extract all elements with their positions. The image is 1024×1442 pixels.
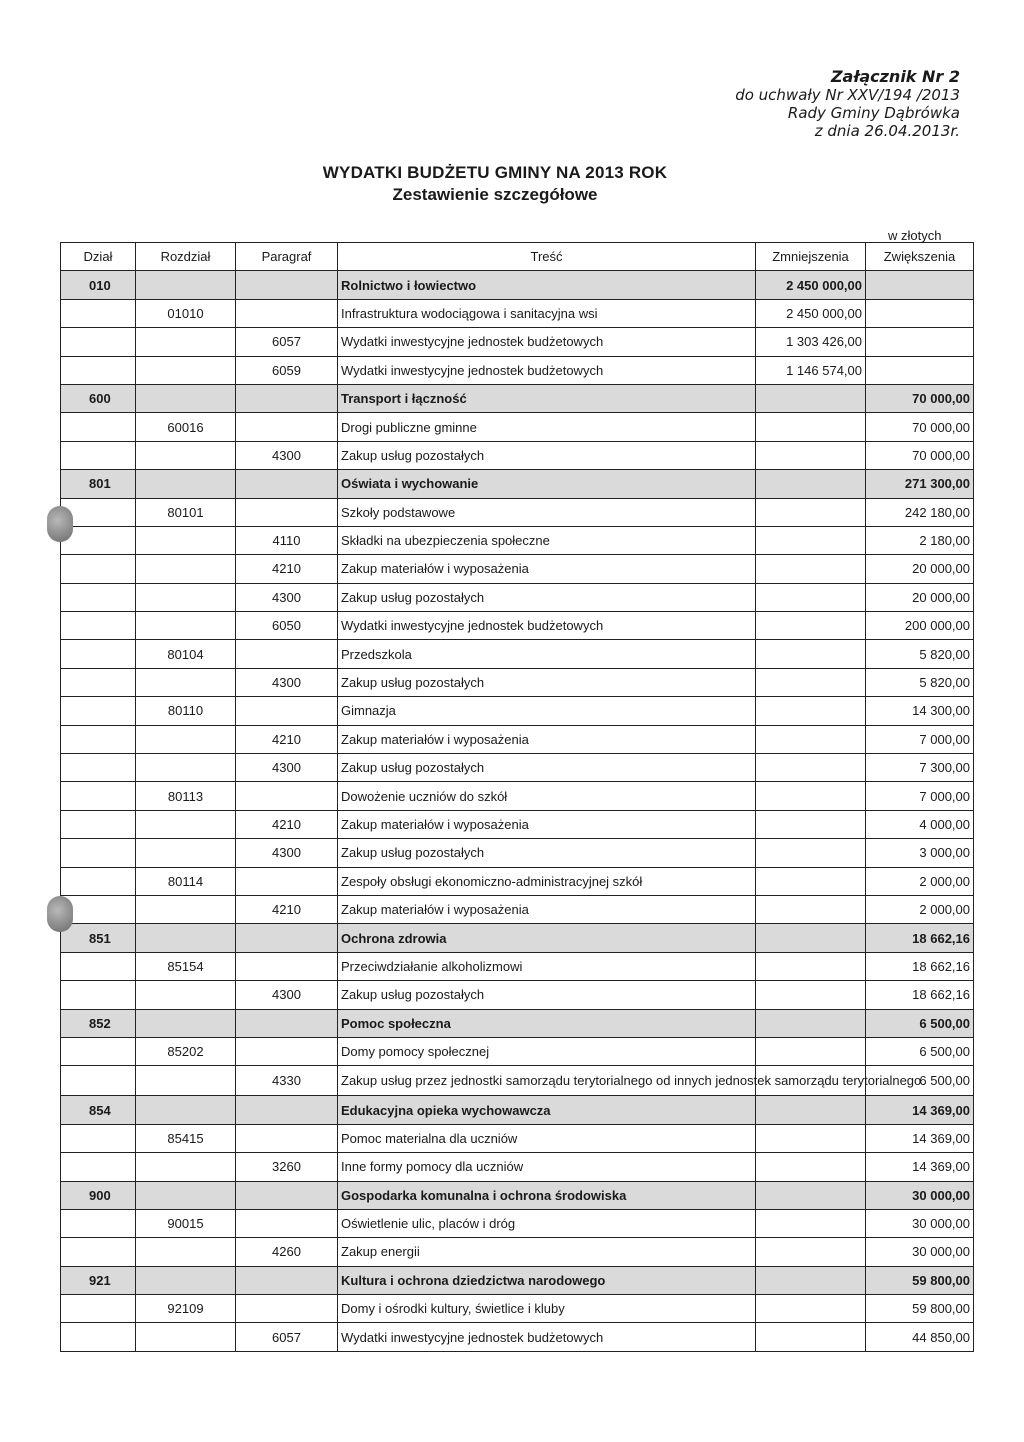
- cell-zwiekszenia: 18 662,16: [866, 924, 974, 952]
- cell-zwiekszenia: 20 000,00: [866, 583, 974, 611]
- cell-dzial: 801: [61, 470, 136, 498]
- cell-dzial: [61, 612, 136, 640]
- cell-tresc: Szkoły podstawowe: [338, 498, 756, 526]
- cell-zmniejszenia: [756, 754, 866, 782]
- chapter-row: [61, 697, 974, 725]
- cell-zwiekszenia: 200 000,00: [866, 612, 974, 640]
- cell-paragraf: [236, 697, 338, 725]
- cell-zwiekszenia: 14 369,00: [866, 1124, 974, 1152]
- cell-dzial: [61, 668, 136, 696]
- cell-rozdzial: [136, 839, 236, 867]
- section-row: [61, 470, 974, 498]
- cell-zmniejszenia: [756, 640, 866, 668]
- cell-rozdzial: [136, 384, 236, 412]
- cell-rozdzial: [136, 1238, 236, 1266]
- cell-dzial: [61, 328, 136, 356]
- cell-tresc: Pomoc społeczna: [338, 1009, 756, 1037]
- cell-dzial: [61, 1323, 136, 1351]
- table-row: [61, 612, 974, 640]
- cell-zwiekszenia: 7 000,00: [866, 782, 974, 810]
- chapter-row: [61, 1295, 974, 1323]
- cell-tresc: Rolnictwo i łowiectwo: [338, 271, 756, 299]
- cell-paragraf: 4210: [236, 895, 338, 923]
- cell-zmniejszenia: [756, 612, 866, 640]
- table-row: [61, 555, 974, 583]
- cell-zmniejszenia: [756, 1037, 866, 1065]
- cell-zwiekszenia: 20 000,00: [866, 555, 974, 583]
- cell-paragraf: 4300: [236, 981, 338, 1009]
- table-row: [61, 328, 974, 356]
- cell-rozdzial: [136, 1323, 236, 1351]
- cell-dzial: [61, 1295, 136, 1323]
- cell-paragraf: 6057: [236, 1323, 338, 1351]
- cell-paragraf: [236, 640, 338, 668]
- cell-zmniejszenia: 2 450 000,00: [756, 299, 866, 327]
- cell-zwiekszenia: 14 300,00: [866, 697, 974, 725]
- header-paragraf: Paragraf: [236, 243, 338, 271]
- cell-paragraf: [236, 1181, 338, 1209]
- cell-tresc: Transport i łączność: [338, 384, 756, 412]
- attachment-resolution: do uchwały Nr XXV/194 /2013: [735, 86, 960, 104]
- cell-tresc: Zespoły obsługi ekonomiczno-administracyjnej szkół: [338, 867, 756, 895]
- cell-paragraf: 6050: [236, 612, 338, 640]
- table-row: [61, 356, 974, 384]
- cell-zmniejszenia: [756, 555, 866, 583]
- cell-rozdzial: [136, 1066, 236, 1096]
- cell-zwiekszenia: 70 000,00: [866, 413, 974, 441]
- chapter-row: [61, 413, 974, 441]
- cell-dzial: [61, 981, 136, 1009]
- cell-tresc: Zakup usług pozostałych: [338, 839, 756, 867]
- cell-dzial: [61, 299, 136, 327]
- binder-hole-bottom: [47, 896, 73, 932]
- cell-rozdzial: [136, 981, 236, 1009]
- cell-paragraf: 4300: [236, 668, 338, 696]
- cell-dzial: [61, 952, 136, 980]
- cell-paragraf: [236, 498, 338, 526]
- cell-rozdzial: [136, 725, 236, 753]
- cell-zwiekszenia: 2 000,00: [866, 867, 974, 895]
- cell-paragraf: [236, 299, 338, 327]
- cell-zwiekszenia: 2 180,00: [866, 526, 974, 554]
- cell-zmniejszenia: [756, 1153, 866, 1181]
- chapter-row: [61, 867, 974, 895]
- table-row: [61, 810, 974, 838]
- header-dzial: Dział: [61, 243, 136, 271]
- section-row: [61, 1266, 974, 1294]
- cell-tresc: Zakup materiałów i wyposażenia: [338, 810, 756, 838]
- cell-zmniejszenia: [756, 697, 866, 725]
- cell-paragraf: [236, 1009, 338, 1037]
- cell-dzial: [61, 725, 136, 753]
- cell-paragraf: 6059: [236, 356, 338, 384]
- cell-zwiekszenia: 30 000,00: [866, 1181, 974, 1209]
- cell-zwiekszenia: 6 500,00: [866, 1009, 974, 1037]
- cell-dzial: [61, 1153, 136, 1181]
- cell-rozdzial: 80114: [136, 867, 236, 895]
- cell-dzial: [61, 782, 136, 810]
- cell-zmniejszenia: [756, 1323, 866, 1351]
- cell-zmniejszenia: [756, 924, 866, 952]
- cell-zwiekszenia: 44 850,00: [866, 1323, 974, 1351]
- section-row: [61, 1009, 974, 1037]
- cell-zmniejszenia: [756, 526, 866, 554]
- cell-tresc: Zakup usług pozostałych: [338, 668, 756, 696]
- cell-tresc: Domy pomocy społecznej: [338, 1037, 756, 1065]
- document-title: WYDATKI BUDŻETU GMINY NA 2013 ROK: [322, 163, 668, 182]
- table-row: [61, 526, 974, 554]
- cell-dzial: 600: [61, 384, 136, 412]
- cell-rozdzial: 92109: [136, 1295, 236, 1323]
- cell-paragraf: [236, 867, 338, 895]
- cell-zwiekszenia: 6 500,00: [866, 1066, 974, 1096]
- cell-paragraf: [236, 1037, 338, 1065]
- cell-zwiekszenia: 2 000,00: [866, 895, 974, 923]
- cell-rozdzial: [136, 895, 236, 923]
- cell-zmniejszenia: 1 303 426,00: [756, 328, 866, 356]
- header-zmniejszenia: Zmniejszenia: [756, 243, 866, 271]
- cell-zmniejszenia: [756, 470, 866, 498]
- cell-paragraf: 4210: [236, 555, 338, 583]
- cell-zwiekszenia: [866, 271, 974, 299]
- cell-paragraf: [236, 1096, 338, 1124]
- cell-rozdzial: [136, 612, 236, 640]
- cell-zmniejszenia: [756, 1266, 866, 1294]
- cell-dzial: [61, 1037, 136, 1065]
- cell-rozdzial: [136, 328, 236, 356]
- cell-tresc: Infrastruktura wodociągowa i sanitacyjna wsi: [338, 299, 756, 327]
- cell-paragraf: [236, 384, 338, 412]
- cell-tresc: Oświetlenie ulic, placów i dróg: [338, 1209, 756, 1237]
- section-row: [61, 924, 974, 952]
- cell-tresc: Wydatki inwestycyjne jednostek budżetowych: [338, 356, 756, 384]
- chapter-row: [61, 640, 974, 668]
- cell-tresc: Oświata i wychowanie: [338, 470, 756, 498]
- cell-rozdzial: [136, 810, 236, 838]
- cell-rozdzial: 90015: [136, 1209, 236, 1237]
- cell-rozdzial: [136, 356, 236, 384]
- cell-dzial: [61, 640, 136, 668]
- cell-rozdzial: 80113: [136, 782, 236, 810]
- cell-dzial: 852: [61, 1009, 136, 1037]
- cell-paragraf: 4300: [236, 754, 338, 782]
- cell-paragraf: 4300: [236, 583, 338, 611]
- cell-rozdzial: [136, 526, 236, 554]
- cell-zmniejszenia: [756, 782, 866, 810]
- cell-zwiekszenia: 59 800,00: [866, 1266, 974, 1294]
- cell-tresc: Zakup energii: [338, 1238, 756, 1266]
- cell-zmniejszenia: [756, 839, 866, 867]
- cell-paragraf: [236, 1124, 338, 1152]
- cell-rozdzial: 80110: [136, 697, 236, 725]
- table-row: [61, 1153, 974, 1181]
- cell-rozdzial: [136, 1181, 236, 1209]
- cell-dzial: [61, 583, 136, 611]
- cell-dzial: [61, 839, 136, 867]
- cell-rozdzial: [136, 668, 236, 696]
- cell-tresc: Zakup materiałów i wyposażenia: [338, 895, 756, 923]
- cell-dzial: [61, 356, 136, 384]
- cell-rozdzial: 85154: [136, 952, 236, 980]
- cell-tresc: Zakup materiałów i wyposażenia: [338, 555, 756, 583]
- cell-tresc: Kultura i ochrona dziedzictwa narodowego: [338, 1266, 756, 1294]
- cell-rozdzial: [136, 924, 236, 952]
- cell-zmniejszenia: [756, 1209, 866, 1237]
- cell-paragraf: [236, 924, 338, 952]
- cell-dzial: [61, 697, 136, 725]
- cell-dzial: [61, 1124, 136, 1152]
- cell-paragraf: [236, 1266, 338, 1294]
- cell-dzial: [61, 754, 136, 782]
- cell-zmniejszenia: [756, 498, 866, 526]
- table-row: [61, 725, 974, 753]
- cell-zwiekszenia: [866, 328, 974, 356]
- table-row: [61, 1323, 974, 1351]
- attachment-date: z dnia 26.04.2013r.: [814, 122, 960, 140]
- cell-zmniejszenia: [756, 725, 866, 753]
- cell-zmniejszenia: 1 146 574,00: [756, 356, 866, 384]
- chapter-row: [61, 498, 974, 526]
- table-header-row: [61, 243, 974, 271]
- cell-zwiekszenia: 7 000,00: [866, 725, 974, 753]
- cell-rozdzial: 01010: [136, 299, 236, 327]
- header-tresc: Treść: [338, 243, 756, 271]
- chapter-row: [61, 1037, 974, 1065]
- cell-zmniejszenia: [756, 668, 866, 696]
- cell-zmniejszenia: [756, 583, 866, 611]
- cell-dzial: 010: [61, 271, 136, 299]
- cell-paragraf: [236, 1295, 338, 1323]
- chapter-row: [61, 782, 974, 810]
- cell-rozdzial: [136, 1096, 236, 1124]
- cell-paragraf: [236, 1209, 338, 1237]
- cell-rozdzial: [136, 555, 236, 583]
- cell-tresc: Gospodarka komunalna i ochrona środowiska: [338, 1181, 756, 1209]
- budget-table: [60, 242, 974, 1352]
- cell-dzial: [61, 1066, 136, 1096]
- cell-zmniejszenia: [756, 384, 866, 412]
- cell-tresc: Drogi publiczne gminne: [338, 413, 756, 441]
- cell-zwiekszenia: 14 369,00: [866, 1153, 974, 1181]
- cell-rozdzial: [136, 271, 236, 299]
- cell-paragraf: 4300: [236, 441, 338, 469]
- cell-tresc: Pomoc materialna dla uczniów: [338, 1124, 756, 1152]
- cell-tresc: Inne formy pomocy dla uczniów: [338, 1153, 756, 1181]
- section-row: [61, 271, 974, 299]
- cell-dzial: 921: [61, 1266, 136, 1294]
- cell-paragraf: 3260: [236, 1153, 338, 1181]
- cell-rozdzial: [136, 1009, 236, 1037]
- cell-zmniejszenia: [756, 981, 866, 1009]
- cell-zwiekszenia: 6 500,00: [866, 1037, 974, 1065]
- cell-tresc: Zakup usług pozostałych: [338, 441, 756, 469]
- cell-zwiekszenia: 3 000,00: [866, 839, 974, 867]
- cell-rozdzial: 80104: [136, 640, 236, 668]
- cell-tresc: Edukacyjna opieka wychowawcza: [338, 1096, 756, 1124]
- cell-tresc: Zakup usług przez jednostki samorządu terytorialnego od innych jednostek samorządu terytorialnego: [338, 1066, 756, 1096]
- cell-zmniejszenia: [756, 1009, 866, 1037]
- cell-zwiekszenia: 59 800,00: [866, 1295, 974, 1323]
- cell-tresc: Dowożenie uczniów do szkół: [338, 782, 756, 810]
- cell-paragraf: 4330: [236, 1066, 338, 1096]
- header-zwiekszenia: Zwiększenia: [866, 243, 974, 271]
- cell-tresc: Wydatki inwestycyjne jednostek budżetowych: [338, 1323, 756, 1351]
- cell-zwiekszenia: 18 662,16: [866, 952, 974, 980]
- cell-paragraf: 4210: [236, 810, 338, 838]
- cell-zwiekszenia: 5 820,00: [866, 640, 974, 668]
- attachment-title: Załącznik Nr 2: [830, 67, 960, 86]
- cell-zwiekszenia: [866, 299, 974, 327]
- cell-rozdzial: [136, 441, 236, 469]
- cell-rozdzial: [136, 1153, 236, 1181]
- cell-tresc: Wydatki inwestycyjne jednostek budżetowych: [338, 328, 756, 356]
- table-row: [61, 754, 974, 782]
- cell-paragraf: 4260: [236, 1238, 338, 1266]
- cell-paragraf: 4110: [236, 526, 338, 554]
- cell-rozdzial: [136, 470, 236, 498]
- cell-zwiekszenia: [866, 356, 974, 384]
- cell-zmniejszenia: [756, 895, 866, 923]
- cell-zmniejszenia: [756, 1181, 866, 1209]
- section-row: [61, 384, 974, 412]
- cell-tresc: Przeciwdziałanie alkoholizmowi: [338, 952, 756, 980]
- cell-dzial: [61, 1209, 136, 1237]
- attachment-council: Rady Gminy Dąbrówka: [787, 104, 960, 122]
- budget-table-body: [61, 271, 974, 1351]
- cell-paragraf: [236, 271, 338, 299]
- cell-dzial: [61, 1238, 136, 1266]
- cell-dzial: [61, 810, 136, 838]
- table-row: [61, 1238, 974, 1266]
- cell-tresc: Przedszkola: [338, 640, 756, 668]
- cell-zwiekszenia: 5 820,00: [866, 668, 974, 696]
- cell-tresc: Wydatki inwestycyjne jednostek budżetowych: [338, 612, 756, 640]
- cell-tresc: Zakup usług pozostałych: [338, 981, 756, 1009]
- table-row: [61, 441, 974, 469]
- cell-zmniejszenia: 2 450 000,00: [756, 271, 866, 299]
- binder-hole-top: [47, 506, 73, 542]
- cell-zwiekszenia: 271 300,00: [866, 470, 974, 498]
- cell-zmniejszenia: [756, 1238, 866, 1266]
- chapter-row: [61, 299, 974, 327]
- currency-unit: w złotych: [888, 228, 942, 243]
- cell-paragraf: 6057: [236, 328, 338, 356]
- chapter-row: [61, 1209, 974, 1237]
- cell-dzial: 854: [61, 1096, 136, 1124]
- document-heading: [0, 163, 990, 205]
- cell-paragraf: [236, 782, 338, 810]
- cell-tresc: Składki na ubezpieczenia społeczne: [338, 526, 756, 554]
- chapter-row: [61, 952, 974, 980]
- cell-zwiekszenia: 4 000,00: [866, 810, 974, 838]
- cell-tresc: Ochrona zdrowia: [338, 924, 756, 952]
- table-row: [61, 583, 974, 611]
- cell-zmniejszenia: [756, 1096, 866, 1124]
- table-row: [61, 895, 974, 923]
- cell-zwiekszenia: 30 000,00: [866, 1238, 974, 1266]
- table-row: [61, 981, 974, 1009]
- header-rozdzial: Rozdział: [136, 243, 236, 271]
- table-row: [61, 1066, 974, 1096]
- cell-zwiekszenia: 30 000,00: [866, 1209, 974, 1237]
- cell-rozdzial: 60016: [136, 413, 236, 441]
- cell-tresc: Zakup usług pozostałych: [338, 583, 756, 611]
- cell-zwiekszenia: 70 000,00: [866, 441, 974, 469]
- cell-dzial: [61, 413, 136, 441]
- cell-zmniejszenia: [756, 413, 866, 441]
- cell-paragraf: [236, 952, 338, 980]
- cell-rozdzial: 85202: [136, 1037, 236, 1065]
- cell-rozdzial: [136, 583, 236, 611]
- table-row: [61, 668, 974, 696]
- cell-dzial: [61, 867, 136, 895]
- cell-rozdzial: [136, 754, 236, 782]
- cell-zmniejszenia: [756, 867, 866, 895]
- cell-zwiekszenia: 14 369,00: [866, 1096, 974, 1124]
- cell-zmniejszenia: [756, 441, 866, 469]
- cell-paragraf: [236, 413, 338, 441]
- cell-rozdzial: 85415: [136, 1124, 236, 1152]
- document-subtitle: Zestawienie szczegółowe: [392, 185, 598, 204]
- cell-dzial: 851: [61, 924, 136, 952]
- cell-tresc: Domy i ośrodki kultury, świetlice i kluby: [338, 1295, 756, 1323]
- cell-tresc: Gimnazja: [338, 697, 756, 725]
- cell-zwiekszenia: 242 180,00: [866, 498, 974, 526]
- cell-paragraf: [236, 470, 338, 498]
- cell-zmniejszenia: [756, 952, 866, 980]
- cell-zmniejszenia: [756, 1295, 866, 1323]
- section-row: [61, 1181, 974, 1209]
- cell-zmniejszenia: [756, 810, 866, 838]
- section-row: [61, 1096, 974, 1124]
- cell-tresc: Zakup usług pozostałych: [338, 754, 756, 782]
- cell-zwiekszenia: 7 300,00: [866, 754, 974, 782]
- table-row: [61, 839, 974, 867]
- chapter-row: [61, 1124, 974, 1152]
- attachment-note: [735, 68, 960, 140]
- cell-dzial: 900: [61, 1181, 136, 1209]
- cell-rozdzial: 80101: [136, 498, 236, 526]
- cell-zwiekszenia: 18 662,16: [866, 981, 974, 1009]
- cell-dzial: [61, 441, 136, 469]
- cell-zwiekszenia: 70 000,00: [866, 384, 974, 412]
- cell-dzial: [61, 555, 136, 583]
- cell-paragraf: 4300: [236, 839, 338, 867]
- cell-rozdzial: [136, 1266, 236, 1294]
- cell-paragraf: 4210: [236, 725, 338, 753]
- cell-zmniejszenia: [756, 1124, 866, 1152]
- cell-tresc: Zakup materiałów i wyposażenia: [338, 725, 756, 753]
